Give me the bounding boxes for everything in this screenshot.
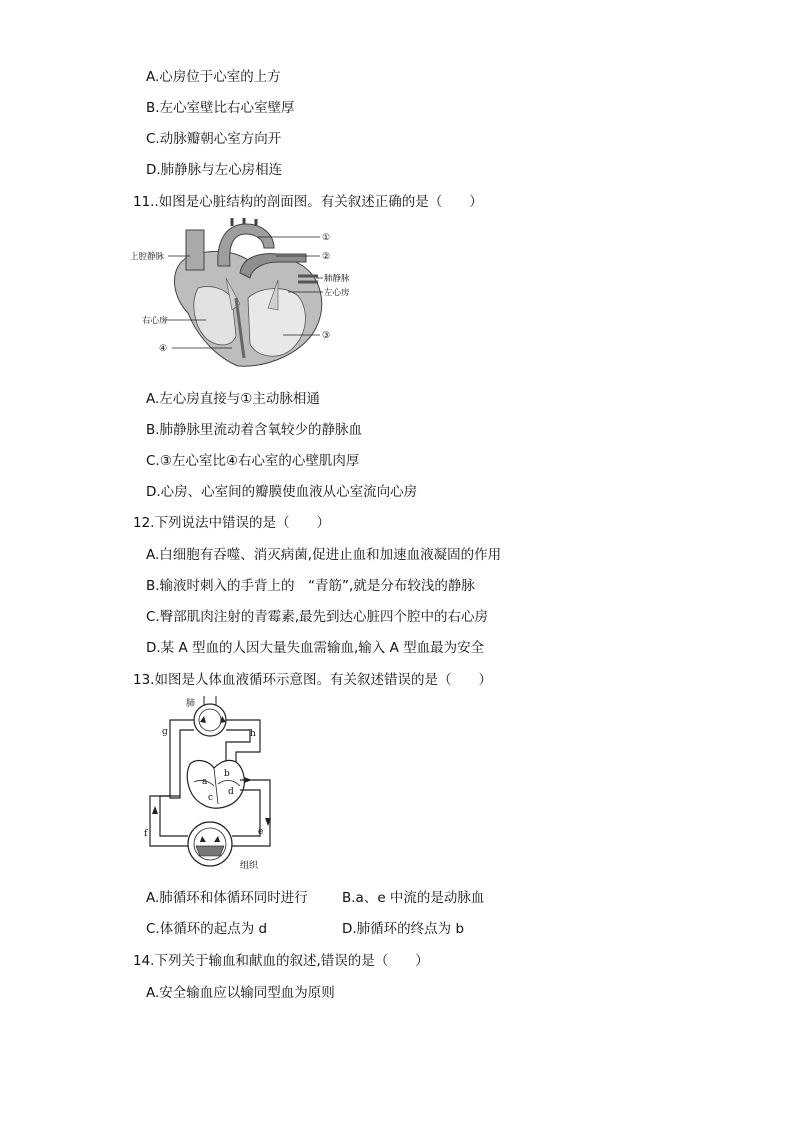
label-g: g <box>162 727 168 737</box>
label-left-atrium: 左心房 <box>324 288 350 298</box>
label-marker-2: ② <box>322 252 331 262</box>
blood-circulation-diagram <box>140 696 280 872</box>
q13-option-a: A.肺循环和体循环同时进行 <box>146 890 308 906</box>
q12-option-d: D.某 A 型血的人因大量失血需输血,输入 A 型血最为安全 <box>146 640 485 656</box>
heart-diagram <box>128 218 358 378</box>
q12-option-c: C.臀部肌肉注射的青霉素,最先到达心脏四个腔中的右心房 <box>146 609 489 625</box>
q13-question: 13.如图是人体血液循环示意图。有关叙述错误的是（ ） <box>133 672 492 688</box>
label-a: a <box>202 777 208 787</box>
q11-option-b: B.肺静脉里流动着含氧较少的静脉血 <box>146 422 363 438</box>
label-d: d <box>228 787 234 797</box>
q11-option-c: C.③左心室比④右心室的心壁肌肉厚 <box>146 453 360 469</box>
q10-option-a: A.心房位于心室的上方 <box>146 69 281 85</box>
q11-option-d: D.心房、心室间的瓣膜使血液从心室流向心房 <box>146 484 418 500</box>
q12-option-b: B.输液时刺入的手背上的 “青筋”,就是分布较浅的静脉 <box>146 578 475 594</box>
label-marker-3: ③ <box>322 331 331 341</box>
q13-option-b: B.a、e 中流的是动脉血 <box>342 890 485 906</box>
label-marker-1: ① <box>322 233 331 243</box>
label-c: c <box>208 793 214 803</box>
label-tissue: 组织 <box>240 861 259 871</box>
label-marker-4: ④ <box>159 344 168 354</box>
label-h: h <box>250 729 256 739</box>
q12-question: 12.下列说法中错误的是（ ） <box>133 515 330 531</box>
label-superior-vena-cava: 上腔静脉 <box>130 252 165 262</box>
q13-option-d: D.肺循环的终点为 b <box>342 921 465 937</box>
q13-option-c: C.体循环的起点为 d <box>146 921 268 937</box>
q12-option-a: A.白细胞有吞噬、消灭病菌,促进止血和加速血液凝固的作用 <box>146 547 502 563</box>
label-right-atrium: 右心房 <box>142 316 168 326</box>
label-f: f <box>144 829 148 839</box>
label-b: b <box>224 769 230 779</box>
label-lung: 肺 <box>186 699 196 709</box>
q11-question: 11..如图是心脏结构的剖面图。有关叙述正确的是（ ） <box>133 194 483 210</box>
q14-option-a: A.安全输血应以输同型血为原则 <box>146 985 335 1001</box>
q10-option-c: C.动脉瓣朝心室方向开 <box>146 131 282 147</box>
label-e: e <box>258 827 264 837</box>
q11-option-a: A.左心房直接与①主动脉相通 <box>146 391 320 407</box>
q14-question: 14.下列关于输血和献血的叙述,错误的是（ ） <box>133 953 429 969</box>
q10-option-b: B.左心室壁比右心室壁厚 <box>146 100 295 116</box>
q10-option-d: D.肺静脉与左心房相连 <box>146 162 283 178</box>
label-pulmonary-vein: 肺静脉 <box>324 274 350 284</box>
